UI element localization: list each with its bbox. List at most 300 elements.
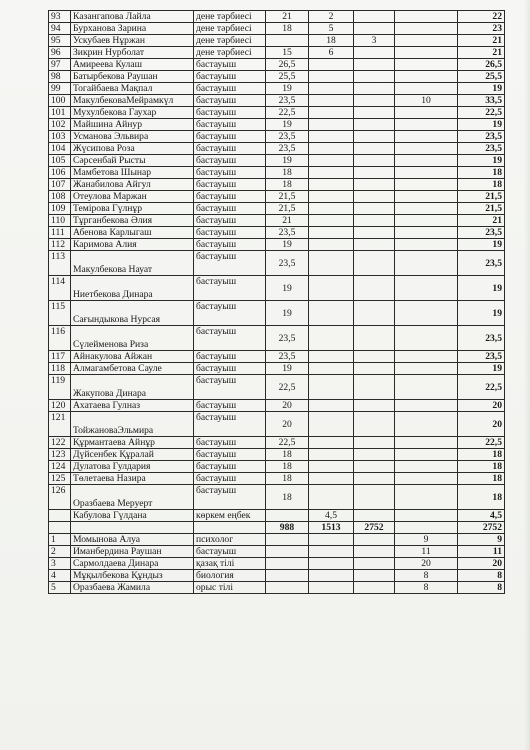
total-cell: 25,5 — [458, 71, 505, 83]
extra-hours-cell — [309, 326, 354, 351]
extra-hours-cell — [309, 227, 354, 239]
table-row — [49, 546, 505, 558]
position-cell: бастауыш — [194, 119, 266, 131]
other-load-cell — [395, 23, 458, 35]
table-row — [49, 35, 505, 47]
hours-cell: 18 — [266, 167, 309, 179]
additional-cell — [354, 582, 395, 594]
name-cell: Каримова Алия — [71, 239, 194, 251]
additional-cell — [354, 485, 395, 510]
position-cell: бастауыш — [194, 485, 266, 510]
other-load-cell — [395, 107, 458, 119]
extra-hours-cell — [309, 179, 354, 191]
other-load-cell — [395, 35, 458, 47]
hours-cell: 23,5 — [266, 351, 309, 363]
other-load-cell — [395, 473, 458, 485]
name-cell: Батырбекова Раушан — [71, 71, 194, 83]
hours-cell: 18 — [266, 179, 309, 191]
name-cell: Бурханова Зарина — [71, 23, 194, 35]
table-row — [49, 107, 505, 119]
position-cell: көркем еңбек — [194, 510, 266, 522]
position-cell: бастауыш — [194, 203, 266, 215]
hours-cell: 20 — [266, 412, 309, 437]
name-cell: Мұқылбекова Құндыз — [71, 570, 194, 582]
extra-hours-cell: 18 — [309, 35, 354, 47]
other-load-cell — [395, 351, 458, 363]
additional-cell — [354, 167, 395, 179]
row-number-cell: 118 — [49, 363, 71, 375]
total-cell: 19 — [458, 239, 505, 251]
additional-cell — [354, 191, 395, 203]
hours-cell: 19 — [266, 83, 309, 95]
other-load-cell — [395, 301, 458, 326]
row-number-cell: 113 — [49, 251, 71, 276]
total-cell: 20 — [458, 400, 505, 412]
row-number-cell: 117 — [49, 351, 71, 363]
row-number-cell: 110 — [49, 215, 71, 227]
other-load-cell — [395, 59, 458, 71]
total-cell: 18 — [458, 473, 505, 485]
other-load-cell — [395, 215, 458, 227]
row-number-cell: 100 — [49, 95, 71, 107]
total-cell: 23,5 — [458, 131, 505, 143]
row-number-cell: 2 — [49, 546, 71, 558]
total-cell: 21 — [458, 215, 505, 227]
table-row — [49, 119, 505, 131]
additional-cell — [354, 11, 395, 23]
hours-cell: 20 — [266, 400, 309, 412]
total-cell: 18 — [458, 449, 505, 461]
extra-hours-cell — [309, 449, 354, 461]
hours-cell — [266, 534, 309, 546]
name-cell: Дүйсенбек Құралай — [71, 449, 194, 461]
table-row — [49, 227, 505, 239]
table-row — [49, 203, 505, 215]
additional-cell — [354, 437, 395, 449]
table-row — [49, 582, 505, 594]
row-number-cell: 126 — [49, 485, 71, 510]
total-cell: 19 — [458, 83, 505, 95]
additional-cell — [354, 215, 395, 227]
additional-cell — [354, 473, 395, 485]
other-load-cell — [395, 191, 458, 203]
name-cell: Жанабилова Айгул — [71, 179, 194, 191]
hours-cell: 21 — [266, 11, 309, 23]
hours-cell: 19 — [266, 363, 309, 375]
position-cell: бастауыш — [194, 412, 266, 437]
table-row — [49, 375, 505, 400]
table-row — [49, 326, 505, 351]
hours-cell: 21,5 — [266, 191, 309, 203]
table-row — [49, 11, 505, 23]
extra-hours-cell — [309, 203, 354, 215]
row-number-cell: 5 — [49, 582, 71, 594]
row-number-cell: 96 — [49, 47, 71, 59]
hours-cell — [266, 510, 309, 522]
position-cell: бастауыш — [194, 179, 266, 191]
other-load-cell — [395, 251, 458, 276]
table-row — [49, 239, 505, 251]
row-number-cell: 120 — [49, 400, 71, 412]
extra-hours-cell — [309, 473, 354, 485]
extra-hours-cell: 2 — [309, 11, 354, 23]
other-load-cell — [395, 326, 458, 351]
other-load-cell — [395, 131, 458, 143]
other-load-cell — [395, 71, 458, 83]
extra-hours-cell — [309, 215, 354, 227]
hours-cell: 15 — [266, 47, 309, 59]
table-row — [49, 276, 505, 301]
row-number-cell: 104 — [49, 143, 71, 155]
total-cell: 18 — [458, 461, 505, 473]
total-cell: 19 — [458, 119, 505, 131]
extra-hours-cell — [309, 167, 354, 179]
position-cell: дене тәрбиесі — [194, 35, 266, 47]
position-cell: бастауыш — [194, 239, 266, 251]
table-row — [49, 412, 505, 437]
other-load-cell: 10 — [395, 95, 458, 107]
name-cell: Жакупова Динара — [71, 375, 194, 400]
other-load-cell — [395, 227, 458, 239]
other-load-cell: 9 — [395, 534, 458, 546]
row-number-cell: 115 — [49, 301, 71, 326]
position-cell: орыс тілі — [194, 582, 266, 594]
hours-cell: 22,5 — [266, 375, 309, 400]
position-cell: бастауыш — [194, 155, 266, 167]
other-load-cell — [395, 179, 458, 191]
additional-cell — [354, 510, 395, 522]
additional-cell — [354, 449, 395, 461]
position-cell: бастауыш — [194, 131, 266, 143]
name-cell: Усманова Эльвира — [71, 131, 194, 143]
other-load-cell — [395, 400, 458, 412]
table-row — [49, 485, 505, 510]
additional-cell — [354, 119, 395, 131]
table-row — [49, 47, 505, 59]
total-cell: 19 — [458, 301, 505, 326]
total-cell: 21,5 — [458, 203, 505, 215]
other-load-cell — [395, 485, 458, 510]
row-number-cell: 109 — [49, 203, 71, 215]
position-cell: бастауыш — [194, 363, 266, 375]
hours-cell: 26,5 — [266, 59, 309, 71]
position-cell: бастауыш — [194, 227, 266, 239]
other-load-cell: 8 — [395, 570, 458, 582]
total-cell: 21 — [458, 47, 505, 59]
position-cell: бастауыш — [194, 375, 266, 400]
other-load-cell — [395, 375, 458, 400]
row-number-cell: 98 — [49, 71, 71, 83]
extra-hours-cell — [309, 363, 354, 375]
name-cell: Кабулова Гүлдана — [71, 510, 194, 522]
other-load-cell — [395, 167, 458, 179]
row-number-cell: 103 — [49, 131, 71, 143]
name-cell: Оразбаева Жамила — [71, 582, 194, 594]
position-cell: бастауыш — [194, 449, 266, 461]
hours-cell: 22,5 — [266, 107, 309, 119]
position-cell: бастауыш — [194, 167, 266, 179]
other-load-cell — [395, 412, 458, 437]
total-cell: 22,5 — [458, 107, 505, 119]
hours-cell — [266, 570, 309, 582]
table-row — [49, 510, 505, 522]
additional-cell — [354, 534, 395, 546]
table-row — [49, 534, 505, 546]
hours-cell: 23,5 — [266, 131, 309, 143]
extra-hours-cell — [309, 461, 354, 473]
name-cell: Момынова Алуа — [71, 534, 194, 546]
additional-cell — [354, 412, 395, 437]
additional-cell — [354, 363, 395, 375]
name-cell: Отеулова Маржан — [71, 191, 194, 203]
additional-cell — [354, 71, 395, 83]
additional-cell — [354, 131, 395, 143]
extra-hours-cell — [309, 437, 354, 449]
table-row — [49, 23, 505, 35]
hours-cell: 23,5 — [266, 251, 309, 276]
extra-hours-cell — [309, 582, 354, 594]
other-load-cell — [395, 239, 458, 251]
row-number-cell: 107 — [49, 179, 71, 191]
name-cell: Мухулбекова Гаухар — [71, 107, 194, 119]
row-number-cell: 124 — [49, 461, 71, 473]
hours-cell: 18 — [266, 449, 309, 461]
additional-cell — [354, 546, 395, 558]
row-number-cell: 123 — [49, 449, 71, 461]
row-number-cell: 121 — [49, 412, 71, 437]
additional-cell — [354, 59, 395, 71]
table-row — [49, 95, 505, 107]
additional-cell — [354, 95, 395, 107]
other-load-cell — [395, 461, 458, 473]
row-number-cell: 101 — [49, 107, 71, 119]
extra-hours-cell — [309, 119, 354, 131]
name-cell: ТойжановаЭльмира — [71, 412, 194, 437]
total-cell: 23,5 — [458, 351, 505, 363]
extra-hours-cell — [309, 558, 354, 570]
hours-cell: 19 — [266, 301, 309, 326]
total-cell: 21 — [458, 35, 505, 47]
name-cell: Майшина Айнур — [71, 119, 194, 131]
row-number-cell: 114 — [49, 276, 71, 301]
hours-cell: 23,5 — [266, 143, 309, 155]
additional-cell — [354, 155, 395, 167]
total-cell: 19 — [458, 155, 505, 167]
name-cell: Мамбетова Шынар — [71, 167, 194, 179]
name-cell: Жүсипова Роза — [71, 143, 194, 155]
row-number-cell: 122 — [49, 437, 71, 449]
hours-cell: 19 — [266, 155, 309, 167]
hours-cell: 18 — [266, 461, 309, 473]
other-load-cell: 20 — [395, 558, 458, 570]
position-cell: бастауыш — [194, 95, 266, 107]
additional-cell — [354, 276, 395, 301]
additional-cell — [354, 351, 395, 363]
extra-hours-cell — [309, 485, 354, 510]
table-row — [49, 449, 505, 461]
table-row — [49, 351, 505, 363]
name-cell: Иманбердина Раушан — [71, 546, 194, 558]
table-row — [49, 167, 505, 179]
name-cell: Айнакулова Айжан — [71, 351, 194, 363]
position-cell: бастауыш — [194, 546, 266, 558]
other-load-cell — [395, 47, 458, 59]
position-cell: бастауыш — [194, 437, 266, 449]
hours-cell: 19 — [266, 119, 309, 131]
total-cell: 22,5 — [458, 437, 505, 449]
name-cell: Тогайбаева Мақпал — [71, 83, 194, 95]
total-cell: 19 — [458, 276, 505, 301]
table-row — [49, 131, 505, 143]
position-cell: дене тәрбиесі — [194, 23, 266, 35]
other-load-cell — [395, 510, 458, 522]
position-cell: бастауыш — [194, 400, 266, 412]
table-row — [49, 191, 505, 203]
table-row — [49, 363, 505, 375]
name-cell: Тұрганбекова Әлия — [71, 215, 194, 227]
hours-cell: 23,5 — [266, 326, 309, 351]
total-cell: 33,5 — [458, 95, 505, 107]
row-number-cell: 105 — [49, 155, 71, 167]
row-number-cell: 1 — [49, 534, 71, 546]
additional-cell: 2752 — [354, 522, 395, 534]
extra-hours-cell: 6 — [309, 47, 354, 59]
name-cell: Сармолдаева Динара — [71, 558, 194, 570]
position-cell: психолог — [194, 534, 266, 546]
position-cell: бастауыш — [194, 71, 266, 83]
hours-cell — [266, 582, 309, 594]
total-cell: 20 — [458, 412, 505, 437]
row-number-cell: 3 — [49, 558, 71, 570]
position-cell: дене тәрбиесі — [194, 11, 266, 23]
total-cell: 22,5 — [458, 375, 505, 400]
other-load-cell — [395, 155, 458, 167]
extra-hours-cell — [309, 83, 354, 95]
hours-cell: 19 — [266, 276, 309, 301]
total-cell: 18 — [458, 167, 505, 179]
table-row — [49, 301, 505, 326]
extra-hours-cell — [309, 570, 354, 582]
additional-cell — [354, 461, 395, 473]
other-load-cell: 8 — [395, 582, 458, 594]
total-cell: 21,5 — [458, 191, 505, 203]
hours-cell: 23,5 — [266, 227, 309, 239]
hours-cell: 25,5 — [266, 71, 309, 83]
table-row — [49, 59, 505, 71]
hours-cell — [266, 546, 309, 558]
row-number-cell — [49, 522, 71, 534]
total-cell: 22 — [458, 11, 505, 23]
hours-cell: 988 — [266, 522, 309, 534]
name-cell: Амиреева Кулаш — [71, 59, 194, 71]
position-cell: бастауыш — [194, 251, 266, 276]
additional-cell — [354, 107, 395, 119]
row-number-cell: 108 — [49, 191, 71, 203]
name-cell — [71, 522, 194, 534]
table-row — [49, 179, 505, 191]
name-cell: Темірова Гүлнұр — [71, 203, 194, 215]
other-load-cell — [395, 522, 458, 534]
row-number-cell: 95 — [49, 35, 71, 47]
table-row — [49, 400, 505, 412]
other-load-cell — [395, 203, 458, 215]
total-cell: 18 — [458, 485, 505, 510]
extra-hours-cell — [309, 143, 354, 155]
hours-cell: 18 — [266, 23, 309, 35]
total-cell: 18 — [458, 179, 505, 191]
additional-cell — [354, 23, 395, 35]
extra-hours-cell: 1513 — [309, 522, 354, 534]
row-number-cell: 97 — [49, 59, 71, 71]
name-cell: Дулатова Гулдария — [71, 461, 194, 473]
position-cell: бастауыш — [194, 143, 266, 155]
additional-cell — [354, 570, 395, 582]
other-load-cell — [395, 363, 458, 375]
row-number-cell: 119 — [49, 375, 71, 400]
extra-hours-cell — [309, 191, 354, 203]
scan-edge-shadow — [524, 0, 530, 750]
position-cell: бастауыш — [194, 326, 266, 351]
name-cell: Сүлейменова Риза — [71, 326, 194, 351]
extra-hours-cell — [309, 59, 354, 71]
other-load-cell — [395, 11, 458, 23]
position-cell: бастауыш — [194, 83, 266, 95]
additional-cell — [354, 143, 395, 155]
extra-hours-cell — [309, 546, 354, 558]
extra-hours-cell — [309, 276, 354, 301]
total-cell: 23 — [458, 23, 505, 35]
total-cell: 11 — [458, 546, 505, 558]
row-number-cell: 111 — [49, 227, 71, 239]
table-row — [49, 143, 505, 155]
hours-cell: 19 — [266, 239, 309, 251]
other-load-cell — [395, 449, 458, 461]
total-cell: 20 — [458, 558, 505, 570]
name-cell: Сәрсенбай Рысты — [71, 155, 194, 167]
hours-cell — [266, 558, 309, 570]
row-number-cell: 99 — [49, 83, 71, 95]
name-cell: Ахатаева Гулназ — [71, 400, 194, 412]
additional-cell — [354, 227, 395, 239]
additional-cell — [354, 203, 395, 215]
extra-hours-cell — [309, 375, 354, 400]
hours-cell: 23,5 — [266, 95, 309, 107]
total-cell: 23,5 — [458, 143, 505, 155]
row-number-cell: 116 — [49, 326, 71, 351]
other-load-cell — [395, 119, 458, 131]
total-cell: 23,5 — [458, 227, 505, 239]
additional-cell — [354, 179, 395, 191]
staff-load-table — [48, 10, 505, 594]
table-row — [49, 558, 505, 570]
row-number-cell: 4 — [49, 570, 71, 582]
position-cell — [194, 522, 266, 534]
row-number-cell: 102 — [49, 119, 71, 131]
name-cell: Сағындыкова Нурсая — [71, 301, 194, 326]
other-load-cell — [395, 143, 458, 155]
table-row — [49, 251, 505, 276]
extra-hours-cell — [309, 155, 354, 167]
total-cell: 8 — [458, 582, 505, 594]
row-number-cell: 112 — [49, 239, 71, 251]
extra-hours-cell — [309, 251, 354, 276]
additional-cell — [354, 251, 395, 276]
total-cell: 2752 — [458, 522, 505, 534]
additional-cell — [354, 239, 395, 251]
extra-hours-cell — [309, 400, 354, 412]
name-cell: МакулбековаМейрамкүл — [71, 95, 194, 107]
position-cell: бастауыш — [194, 191, 266, 203]
